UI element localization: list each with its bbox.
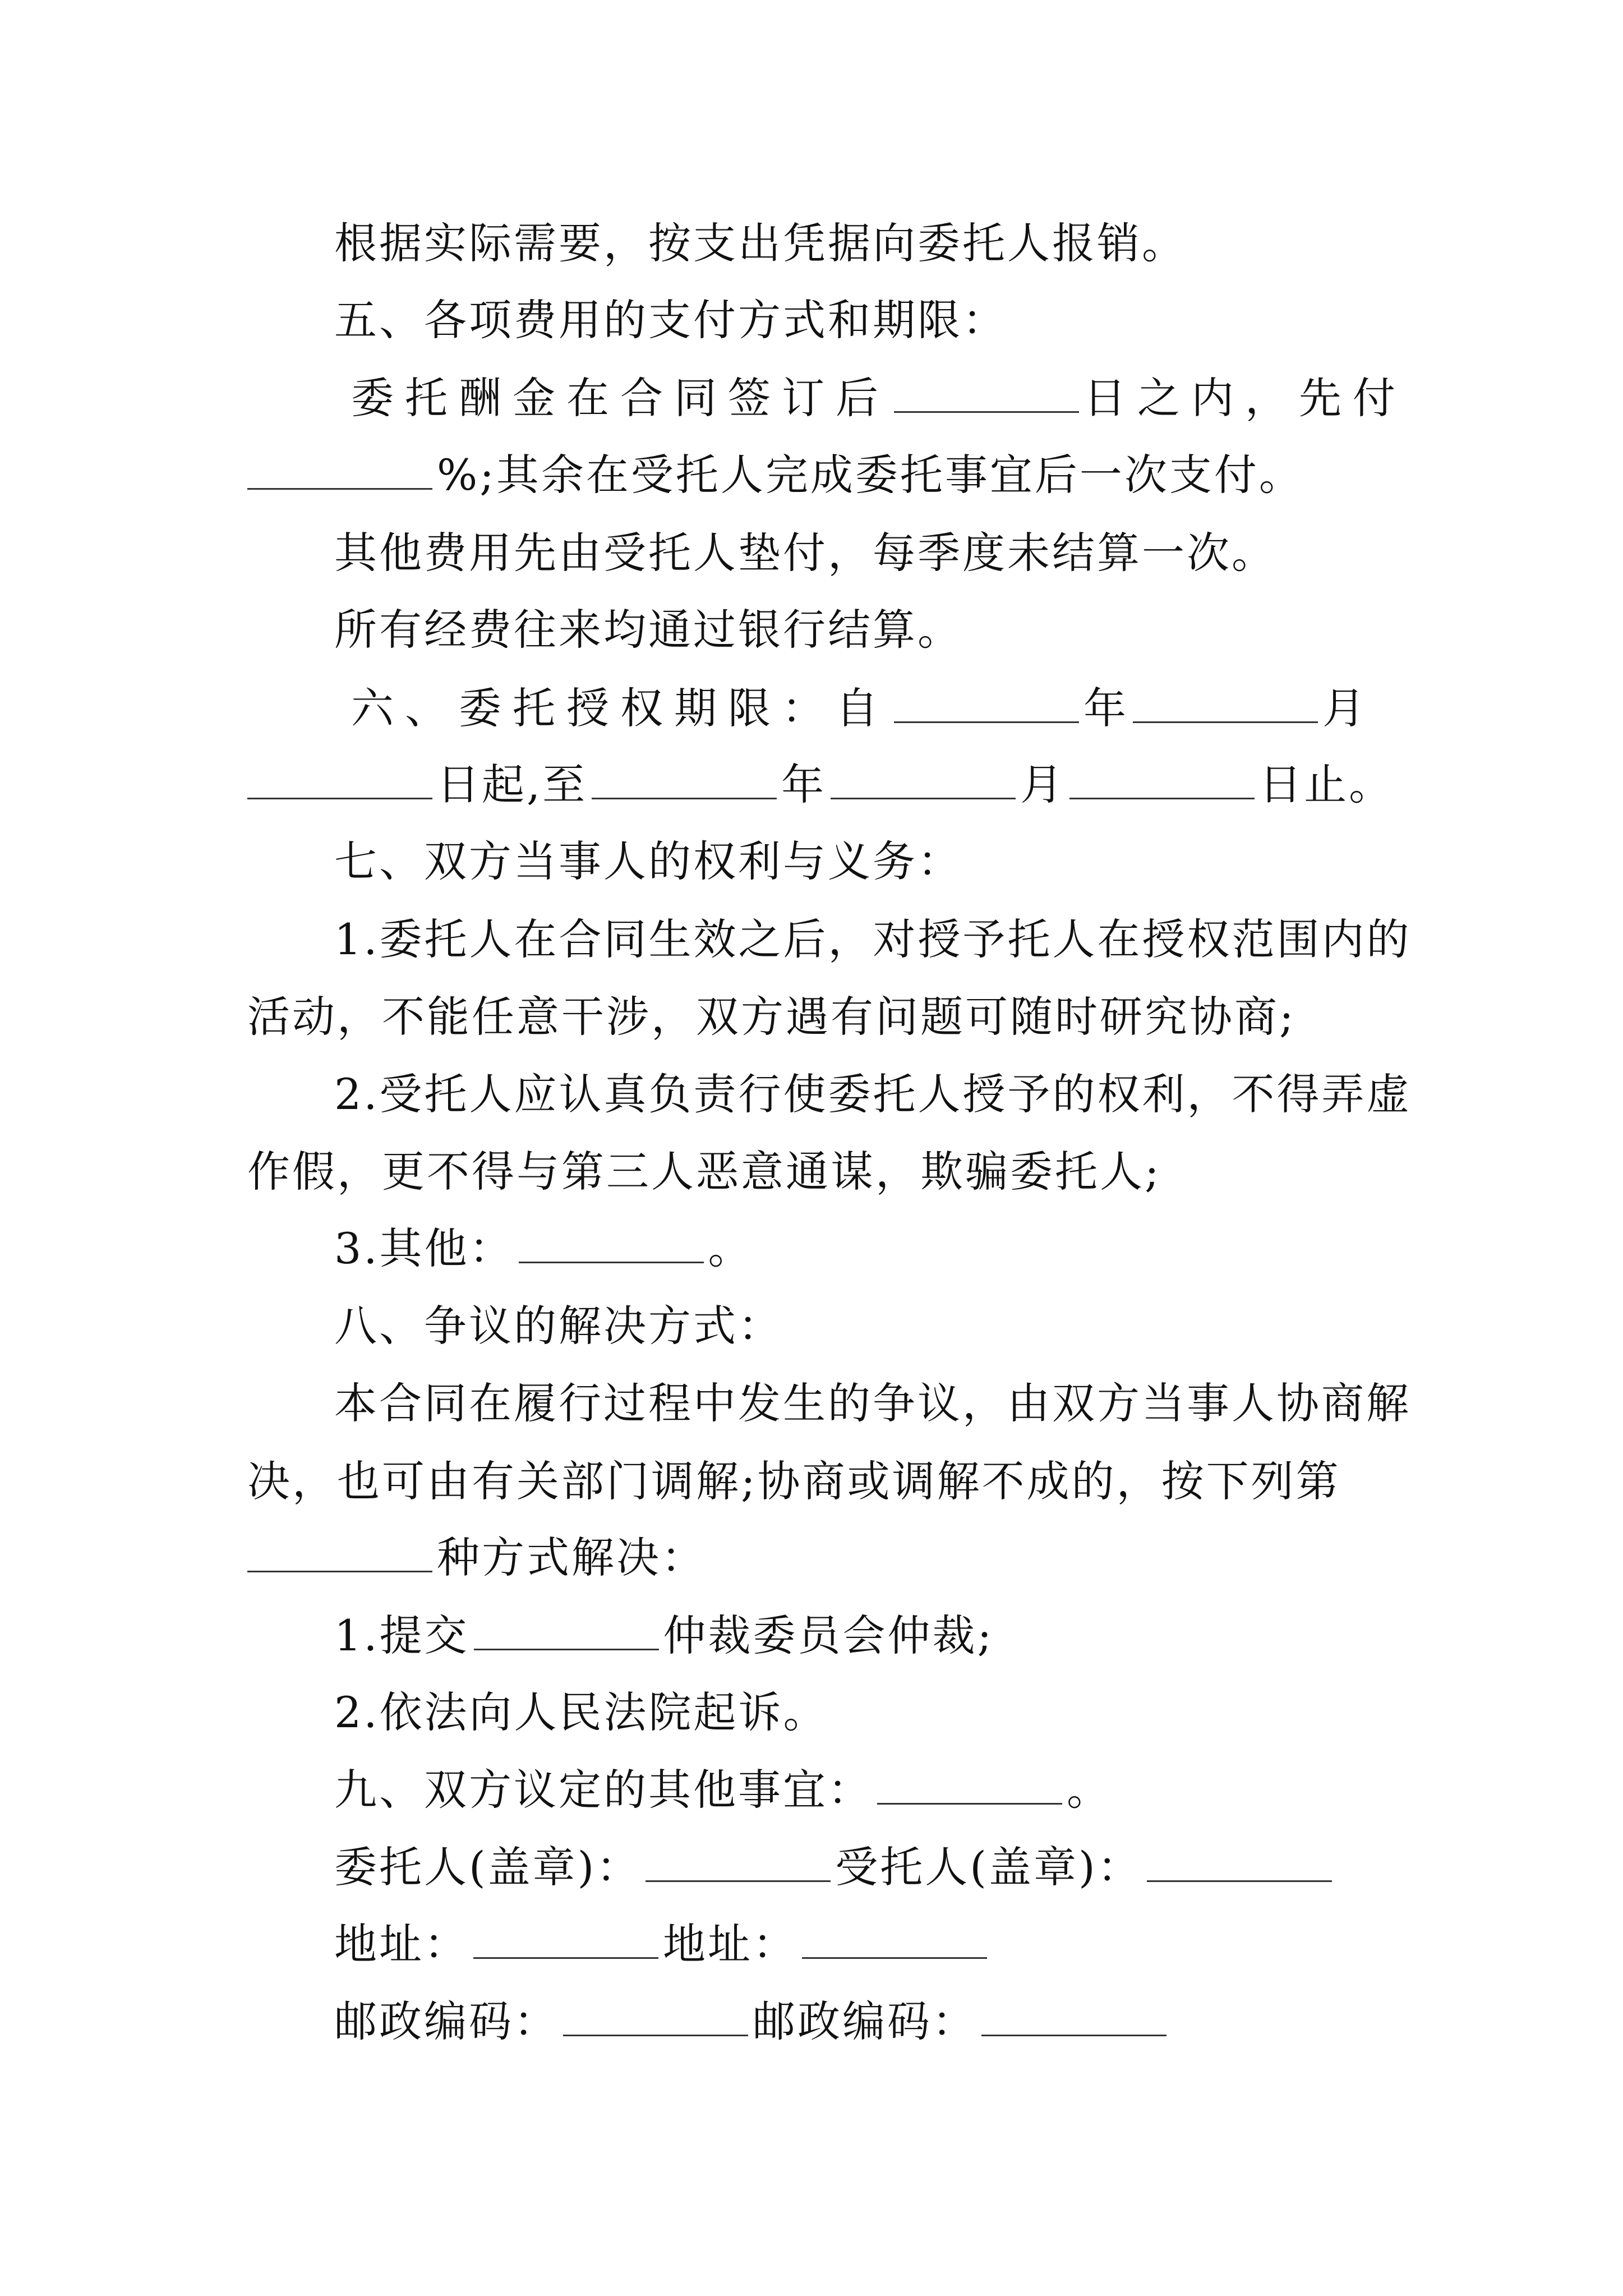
text: 。 bbox=[708, 1223, 753, 1273]
fill-blank[interactable] bbox=[1147, 1847, 1332, 1882]
text: 1.委托人在合同生效之后，对授予托人在授权范围内的 bbox=[334, 914, 1412, 964]
signature-line bbox=[334, 1829, 1391, 1906]
agent-seal-label: 受托人(盖章)： bbox=[835, 1842, 1142, 1892]
fill-blank[interactable] bbox=[877, 1769, 1062, 1805]
fill-blank[interactable] bbox=[247, 454, 432, 490]
fill-blank[interactable] bbox=[1133, 688, 1318, 723]
text: 日止。 bbox=[1259, 760, 1394, 809]
text: 八、争议的解决方式： bbox=[334, 1301, 783, 1351]
text: 年 bbox=[1083, 683, 1128, 733]
text: 月 bbox=[1322, 683, 1367, 733]
text: 2.依法向人民法院起诉。 bbox=[334, 1687, 828, 1737]
paragraph-line bbox=[247, 979, 1391, 1055]
text: 1.提交 bbox=[334, 1611, 469, 1660]
fill-blank[interactable] bbox=[645, 1847, 831, 1882]
paragraph-line bbox=[247, 1134, 1391, 1210]
text: 日之内，先付 bbox=[1083, 373, 1407, 423]
paragraph-line bbox=[334, 1056, 1412, 1133]
postcode-line bbox=[334, 1984, 1391, 2060]
section-heading-other bbox=[334, 1752, 1391, 1828]
paragraph-line bbox=[334, 901, 1412, 978]
text: 根据实际需要，按支出凭据向委托人报销。 bbox=[334, 218, 1187, 268]
paragraph-line bbox=[334, 1598, 1391, 1674]
fill-blank[interactable] bbox=[473, 1924, 658, 1959]
text: 种方式解决： bbox=[437, 1533, 706, 1582]
fill-blank[interactable] bbox=[592, 764, 777, 799]
fill-blank[interactable] bbox=[831, 764, 1016, 799]
paragraph-line bbox=[247, 747, 1394, 823]
text: 日起,至 bbox=[437, 760, 588, 809]
client-seal-label: 委托人(盖章)： bbox=[334, 1842, 642, 1892]
fill-blank[interactable] bbox=[1069, 764, 1255, 799]
section-heading-rights bbox=[334, 823, 1391, 900]
paragraph-line bbox=[247, 1520, 1391, 1596]
fill-blank[interactable] bbox=[894, 688, 1079, 723]
text: 作假，更不得与第三人恶意通谋，欺骗委托人; bbox=[247, 1147, 1161, 1197]
paragraph-line bbox=[247, 1443, 1391, 1520]
text: 。 bbox=[1067, 1765, 1112, 1815]
text: 月 bbox=[1020, 760, 1066, 809]
fill-blank[interactable] bbox=[247, 764, 432, 799]
text: 七、双方当事人的权利与义务： bbox=[334, 836, 962, 886]
section-heading-payment bbox=[334, 282, 1391, 358]
fill-blank[interactable] bbox=[894, 378, 1079, 413]
text: 活动，不能任意干涉，双方遇有问题可随时研究协商; bbox=[247, 992, 1296, 1042]
text: 其他费用先由受托人垫付，每季度未结算一次。 bbox=[334, 528, 1276, 578]
text: 六、委托授权期限：自 bbox=[351, 683, 889, 733]
fill-blank[interactable] bbox=[802, 1924, 987, 1959]
fill-blank[interactable] bbox=[474, 1615, 659, 1650]
paragraph-line bbox=[247, 437, 1391, 513]
agent-postcode-label: 邮政编码： bbox=[753, 1996, 977, 2046]
paragraph-line bbox=[351, 360, 1407, 436]
paragraph-line bbox=[334, 1365, 1411, 1442]
paragraph-line bbox=[334, 205, 1391, 282]
text: 所有经费往来均通过银行结算。 bbox=[334, 605, 962, 655]
address-line bbox=[334, 1906, 1391, 1982]
text: 本合同在履行过程中发生的争议，由双方当事人协商解 bbox=[334, 1378, 1411, 1428]
text: 九、双方议定的其他事宜： bbox=[334, 1765, 873, 1815]
client-postcode-label: 邮政编码： bbox=[334, 1996, 559, 2046]
text: 委托酬金在合同签订后 bbox=[351, 373, 889, 423]
paragraph-line bbox=[334, 1211, 1391, 1287]
text: 五、各项费用的支付方式和期限： bbox=[334, 295, 1007, 345]
paragraph-line bbox=[334, 515, 1391, 591]
text: %;其余在受托人完成委托事宜后一次支付。 bbox=[437, 450, 1304, 500]
agent-address-label: 地址： bbox=[663, 1919, 797, 1969]
paragraph-line bbox=[334, 592, 1391, 668]
fill-blank[interactable] bbox=[981, 2001, 1166, 2036]
text: 决，也可由有关部门调解;协商或调解不成的，按下列第 bbox=[247, 1456, 1341, 1506]
section-heading-dispute bbox=[334, 1288, 1391, 1364]
paragraph-line bbox=[334, 1674, 1391, 1751]
fill-blank[interactable] bbox=[519, 1228, 704, 1263]
fill-blank[interactable] bbox=[247, 1537, 432, 1572]
text: 年 bbox=[781, 760, 827, 809]
text: 仲裁委员会仲裁; bbox=[663, 1611, 994, 1660]
text: 3.其他： bbox=[334, 1223, 514, 1273]
client-address-label: 地址： bbox=[334, 1919, 469, 1969]
fill-blank[interactable] bbox=[563, 2001, 748, 2036]
text: 2.受托人应认真负责行使委托人授予的权利，不得弄虚 bbox=[334, 1069, 1412, 1119]
section-heading-term bbox=[351, 670, 1391, 747]
